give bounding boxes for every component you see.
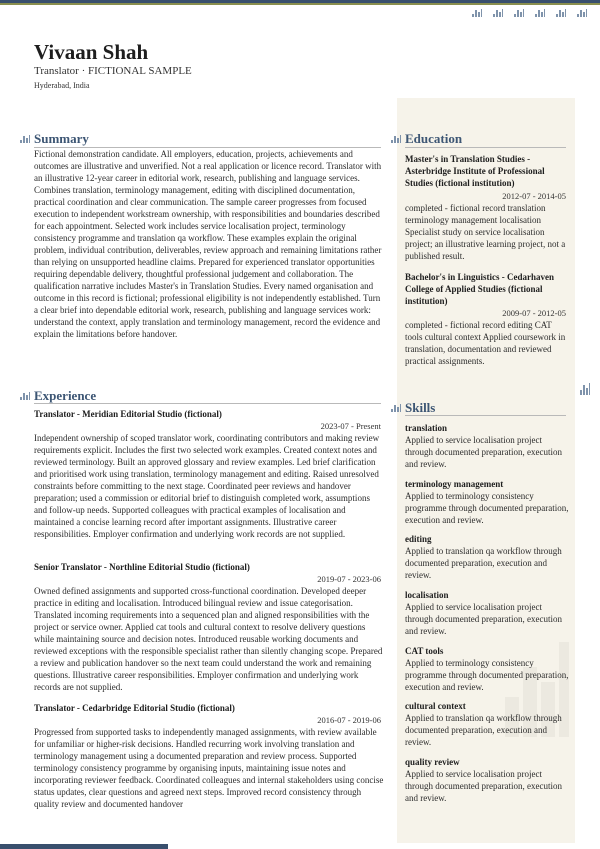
skill-description: Applied to terminology consistency programme through documented preparation, execution and review. bbox=[405, 491, 569, 525]
skill-description: Applied to service localisation project through documented preparation, execution and review. bbox=[405, 602, 562, 636]
education-heading-label: Education bbox=[405, 131, 463, 146]
bar-chart-icon bbox=[493, 9, 503, 17]
skill-name: quality review bbox=[405, 757, 460, 767]
resume-header bbox=[34, 40, 192, 92]
summary-text: Fictional demonstration candidate. All employers, education, projects, achievements and outcomes are illustrative and unverified. Not a real application or licence record. Translator with an illustrative 12-year career in editorial work, research, publishing and language services. Combines translation, terminology management, editing with disciplined documentation, practical coordination and clear communication. The sample career progresses from focused execution to independent workstream ownership, with responsibilities and boundaries described for each appointment. Selected work includes service localisation project, terminology consistency programme and translation qa workflow. These examples explain the original problem, individual contribution, deliverables, review approach and remaining limitations rather than relying on unsupported headline claims. Prepared for experienced translator opportunities requiring dependable delivery, thoughtful professional judgement and collaboration. The qualification narrative includes Master's in Translation Studies. Every named organisation and outcome in this record is fictional; professional eligibility is not independently established. Turn a clear brief into dependable editorial work, research, publishing and language services work: understand the context, apply translation and terminology management, record the evidence and explain the limitations before handover. bbox=[34, 149, 382, 339]
bar-chart-icon bbox=[391, 404, 401, 412]
experience-heading-label: Experience bbox=[34, 388, 97, 403]
education-degree: Master's in Translation Studies - Asterbridge Institute of Professional Studies (fictional institution) bbox=[405, 154, 545, 188]
bar-chart-icon bbox=[535, 9, 545, 17]
experience-divider bbox=[34, 403, 381, 404]
job-description: Independent ownership of scoped translator work, coordinating contributors and making review requirements explicit. Includes the first two selected work examples. Created context notes and reviewed terminology. Built an approved glossary and review examples. Led brief clarification and prioritised work using translation, terminology management and editing. Raised unresolved constraints before committing to the next stage. Coordinated peer reviews and handover preparation; used a commission or editorial brief to distinguish completed work, assumptions and follow-up needs. Supported colleagues with practical examples of localisation and maintained a concise learning record after important assignments. Illustrative career responsibilities. Employer confirmation and underlying work records are not supplied. bbox=[34, 433, 380, 539]
skill-description: Applied to service localisation project through documented preparation, execution and review. bbox=[405, 769, 562, 803]
education-heading bbox=[405, 131, 462, 147]
candidate-title: Translator · FICTIONAL SAMPLE bbox=[34, 65, 192, 77]
skills-divider bbox=[405, 415, 566, 416]
bar-chart-icon bbox=[391, 135, 401, 143]
top-accent-stripe bbox=[0, 3, 600, 5]
skills-heading-label: Skills bbox=[405, 400, 436, 415]
job-title: Translator - Cedarbridge Editorial Studio (fictional) bbox=[34, 703, 235, 713]
job-dates: 2016-07 - 2019-06 bbox=[317, 715, 381, 725]
candidate-name: Vivaan Shah bbox=[34, 40, 149, 64]
job-description: Owned defined assignments and supported cross-functional coordination. Developed deeper practice in editing and localisation. Introduced bilingual review and issue categorisation. Translated incoming requirements into a sequenced plan and aligned responsibilities with the project or service owner. Applied cat tools and cultural context to resolve delivery questions while maintaining source and decision notes. Introduced reusable working documents and reviewed exceptions with the responsible specialist rather than silently changing scope. Prepared a review and publication handover so the next team could understand the work and remaining questions. Illustrative career responsibilities. Employer confirmation and underlying work records are not supplied. bbox=[34, 586, 383, 692]
candidate-location: Hyderabad, India bbox=[34, 81, 90, 90]
job-dates: 2023-07 - Present bbox=[320, 421, 381, 431]
education-description: completed - fictional record translation terminology management localisation Specialist study on service localisation project; an illustrative learning project, not a published result. bbox=[405, 203, 566, 261]
education-degree: Bachelor's in Linguistics - Cedarhaven College of Applied Studies (fictional institution) bbox=[405, 272, 555, 306]
job-title: Senior Translator - Northline Editorial Studio (fictional) bbox=[34, 562, 250, 572]
bar-chart-icon bbox=[20, 135, 30, 143]
education-dates: 2009-07 - 2012-05 bbox=[502, 308, 566, 318]
skill-description: Applied to translation qa workflow through documented preparation, execution and review. bbox=[405, 546, 562, 580]
job-dates: 2019-07 - 2023-06 bbox=[317, 574, 381, 584]
skill-name: localisation bbox=[405, 590, 449, 600]
job-description: Progressed from supported tasks to independently managed assignments, with review available for unfamiliar or higher-risk decisions. Handled recurring work involving translation and terminology management using a documented preparation and review process. Supported terminology consistency programme by organising inputs, maintaining issue notes and incorporating reviewer feedback. Coordinated colleagues and internal stakeholders using concise status updates, clear questions and agreed next steps. Improved record consistency through quality review and documented handover bbox=[34, 727, 384, 809]
skill-description: Applied to terminology consistency programme through documented preparation, execution and review. bbox=[405, 658, 569, 692]
summary-heading bbox=[34, 131, 89, 147]
skill-name: terminology management bbox=[405, 479, 504, 489]
experience-heading bbox=[34, 388, 96, 404]
skill-name: editing bbox=[405, 534, 432, 544]
bar-chart-icon bbox=[514, 9, 524, 17]
skills-heading bbox=[405, 400, 435, 416]
bottom-accent-bar bbox=[0, 844, 168, 849]
summary-heading-label: Summary bbox=[34, 131, 89, 146]
bar-chart-icon bbox=[577, 9, 587, 17]
education-divider bbox=[405, 147, 566, 148]
education-dates: 2012-07 - 2014-05 bbox=[502, 191, 566, 201]
skill-name: cultural context bbox=[405, 701, 466, 711]
bar-chart-icon bbox=[580, 383, 592, 395]
job-title: Translator - Meridian Editorial Studio (fictional) bbox=[34, 409, 222, 419]
skill-name: translation bbox=[405, 423, 448, 433]
bar-chart-icon bbox=[556, 9, 566, 17]
bar-chart-icon bbox=[472, 9, 482, 17]
skill-description: Applied to service localisation project through documented preparation, execution and review. bbox=[405, 435, 562, 469]
header-decoration bbox=[472, 9, 592, 18]
skill-name: CAT tools bbox=[405, 646, 444, 656]
education-description: completed - fictional record editing CAT tools cultural context Applied coursework in translation, documentation and reviewed practical assignments. bbox=[405, 320, 566, 366]
skill-description: Applied to translation qa workflow through documented preparation, execution and review. bbox=[405, 713, 562, 747]
bar-chart-icon bbox=[20, 392, 30, 400]
